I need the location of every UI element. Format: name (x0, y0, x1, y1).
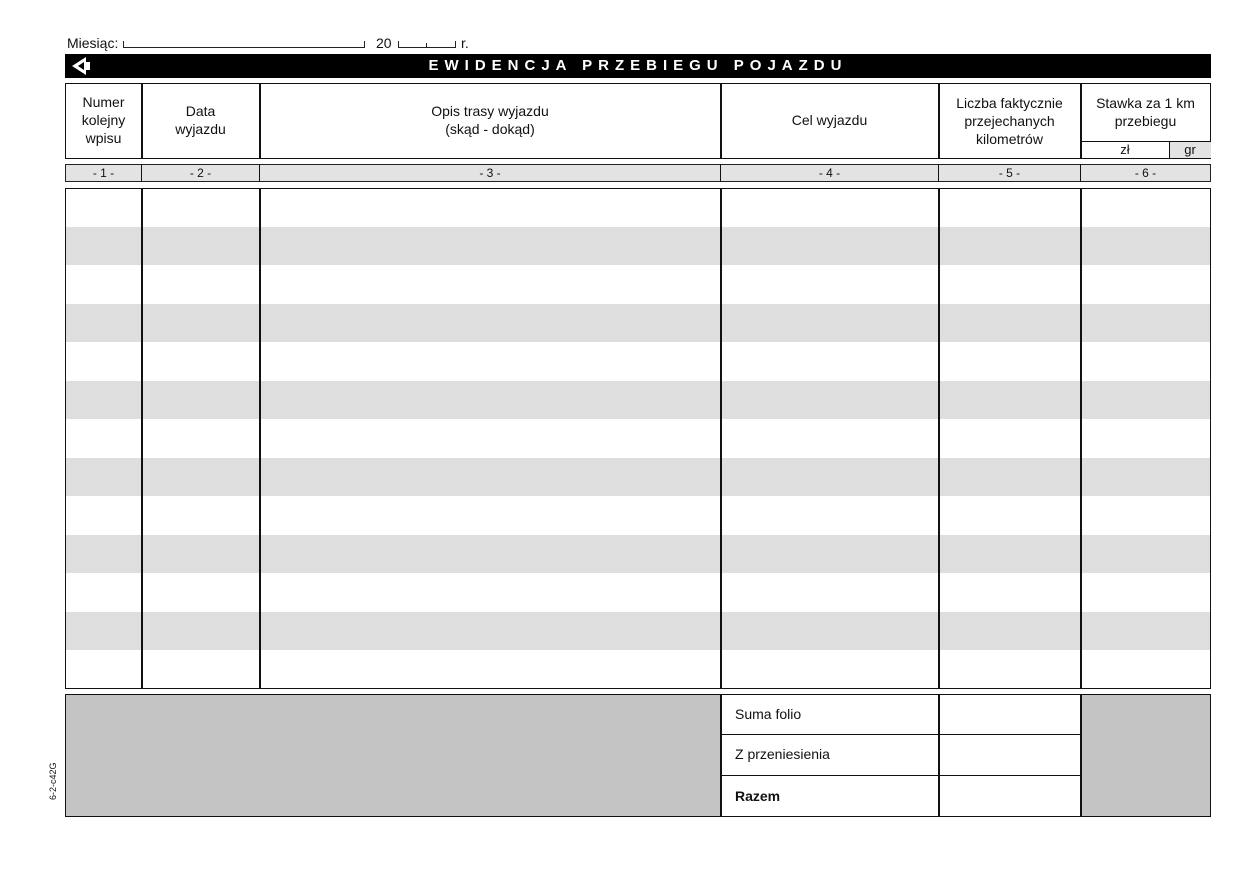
back-arrow-icon (70, 56, 92, 76)
column-number-5: - 5 - (998, 166, 1021, 180)
summary-blank-left (66, 695, 720, 816)
column-header-4: Cel wyjazdu (791, 112, 868, 128)
summary-blank-right (1081, 695, 1210, 816)
suma-folio-value-field[interactable] (940, 696, 1079, 733)
razem-value-field[interactable] (940, 777, 1079, 815)
column-number-3: - 3 - (479, 166, 501, 180)
column-header-6: Stawka za 1 km przebiegu (1096, 95, 1195, 129)
year-field[interactable] (398, 40, 456, 48)
rate-zl-label: zł (1120, 142, 1130, 157)
form-title: EWIDENCJA PRZEBIEGU POJAZDU (65, 54, 1211, 78)
column-number-6: - 6 - (1134, 166, 1157, 180)
suma-folio-label: Suma folio (735, 706, 802, 722)
year-suffix: r. (461, 35, 469, 51)
column-number-1: - 1 - (92, 166, 115, 180)
z-przeniesienia-value-field[interactable] (940, 736, 1079, 774)
month-field[interactable] (123, 40, 365, 48)
column-header-2: Data wyjazdu (175, 103, 226, 137)
month-label: Miesiąc: (67, 35, 119, 51)
entry-table[interactable] (65, 188, 1211, 689)
razem-label: Razem (735, 788, 781, 804)
z-przeniesienia-label: Z przeniesienia (735, 746, 830, 762)
year-prefix: 20 (376, 35, 392, 51)
column-header-3: Opis trasy wyjazdu (skąd - dokąd) (431, 103, 549, 137)
rate-gr-label: gr (1184, 142, 1196, 157)
column-header-1: Numer kolejny wpisu (81, 94, 126, 146)
form-code: 6-2-c42G (48, 762, 58, 800)
column-number-4: - 4 - (818, 166, 841, 180)
column-number-2: - 2 - (189, 166, 212, 180)
column-header-5: Liczba faktycznie przejechanych kilometrów (956, 95, 1063, 147)
